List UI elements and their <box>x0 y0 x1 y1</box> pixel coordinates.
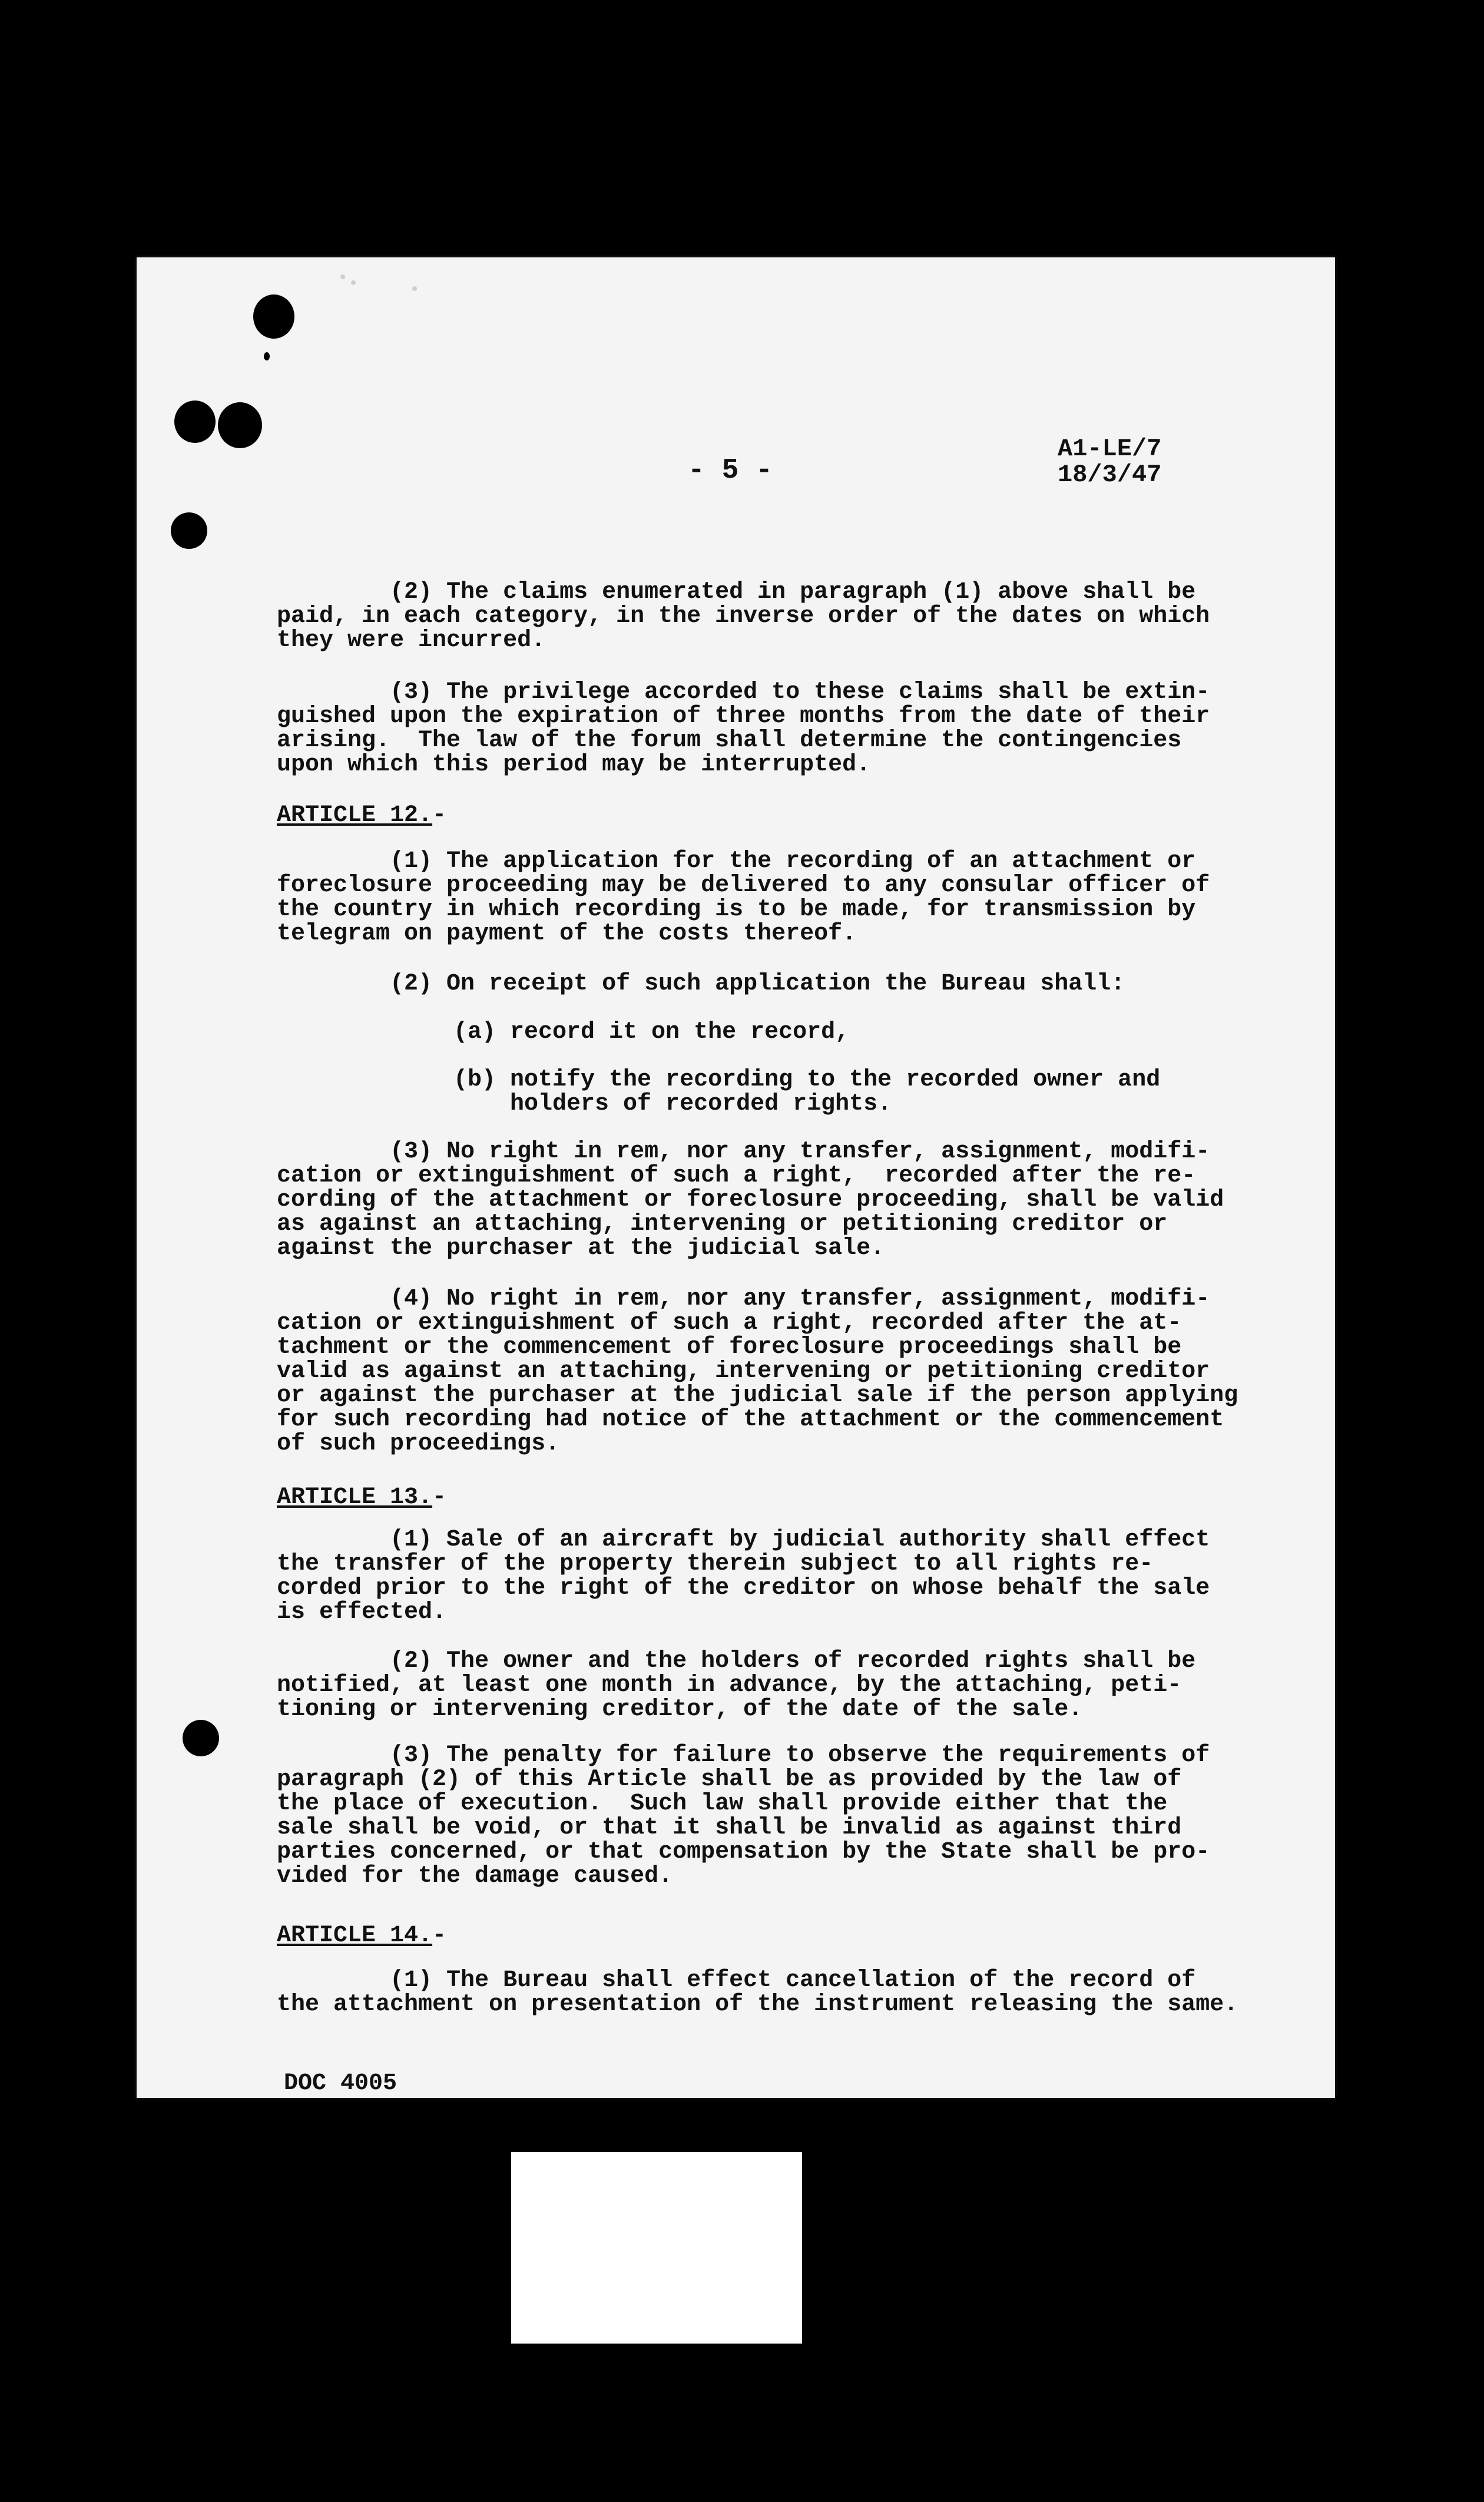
heading-suffix: - <box>432 802 447 829</box>
paragraph <box>277 849 1210 946</box>
ink-speck <box>351 280 356 285</box>
text-line: notified, at least one month in advance, by the attaching, peti- <box>277 1672 1182 1699</box>
text-line: cording of the attachment or foreclosure proceeding, shall be valid <box>277 1187 1224 1213</box>
heading-label: ARTICLE 12. <box>277 802 433 829</box>
ink-speck <box>412 286 417 291</box>
paragraph <box>277 1649 1195 1722</box>
list-item <box>453 1068 1160 1116</box>
text-line: foreclosure proceeding may be delivered to any consular officer of <box>277 872 1210 899</box>
paragraph <box>277 1743 1210 1888</box>
reference-code: A1-LE/7 <box>1058 435 1162 463</box>
text-line: the transfer of the property therein subject to all rights re- <box>277 1551 1154 1577</box>
text-line: (2) The claims enumerated in paragraph (1) above shall be <box>277 579 1196 605</box>
text-line: (2) The owner and the holders of recorded rights shall be <box>277 1648 1196 1674</box>
article-heading <box>277 1485 446 1510</box>
page-number: - 5 - <box>688 455 773 486</box>
text-line: valid as against an attaching, intervening or petitioning creditor <box>277 1358 1210 1385</box>
blank-card <box>511 2152 802 2344</box>
paragraph <box>277 1287 1238 1456</box>
list-item <box>453 1020 849 1044</box>
text-line: (1) The application for the recording of an attachment or <box>277 848 1196 875</box>
text-line: holders of recorded rights. <box>453 1091 892 1117</box>
text-line: (4) No right in rem, nor any transfer, assignment, modifi- <box>277 1286 1210 1312</box>
text-line: as against an attaching, intervening or petitioning creditor or <box>277 1211 1168 1237</box>
paragraph <box>277 580 1210 653</box>
text-line: of such proceedings. <box>277 1431 560 1457</box>
text-line: tachment or the commencement of foreclosure proceedings shall be <box>277 1334 1182 1361</box>
ink-speck <box>340 274 345 279</box>
heading-suffix: - <box>432 1922 447 1949</box>
text-line: tioning or intervening creditor, of the date of the sale. <box>277 1696 1083 1723</box>
text-line: paid, in each category, in the inverse order of the dates on which <box>277 603 1210 630</box>
heading-suffix: - <box>432 1484 447 1511</box>
paragraph <box>277 972 1125 996</box>
article-heading <box>277 1924 446 1948</box>
text-line: for such recording had notice of the attachment or the commencement <box>277 1406 1224 1433</box>
text-line: cation or extinguishment of such a right, recorded after the re- <box>277 1163 1196 1189</box>
paragraph <box>277 1968 1238 2017</box>
text-line: vided for the damage caused. <box>277 1863 673 1889</box>
text-line: they were incurred. <box>277 627 546 654</box>
paragraph <box>277 1528 1210 1624</box>
text-line: the country in which recording is to be made, for transmission by <box>277 896 1196 923</box>
text-line: the place of execution. Such law shall provide either that the <box>277 1791 1168 1817</box>
text-line: arising. The law of the forum shall determine the contingencies <box>277 727 1182 754</box>
text-line: (1) Sale of an aircraft by judicial authority shall effect <box>277 1527 1210 1553</box>
paragraph <box>277 680 1210 777</box>
punch-hole <box>174 401 216 443</box>
text-line: is effected. <box>277 1599 447 1626</box>
text-line: upon which this period may be interrupted. <box>277 752 871 778</box>
text-line: (3) No right in rem, nor any transfer, assignment, modifi- <box>277 1139 1210 1165</box>
text-line: cation or extinguishment of such a right, recorded after the at- <box>277 1310 1182 1336</box>
text-line: (3) The penalty for failure to observe the requirements of <box>277 1742 1210 1769</box>
text-line: (a) record it on the record, <box>453 1019 850 1045</box>
text-line: against the purchaser at the judicial sale. <box>277 1235 885 1262</box>
punch-hole <box>253 294 294 339</box>
text-line: or against the purchaser at the judicial sale if the person applying <box>277 1382 1238 1409</box>
text-line: the attachment on presentation of the instrument releasing the same. <box>277 1991 1238 2018</box>
text-line: (3) The privilege accorded to these claims shall be extin- <box>277 679 1210 706</box>
punch-hole <box>171 512 207 549</box>
heading-label: ARTICLE 13. <box>277 1484 433 1511</box>
text-line: telegram on payment of the costs thereof. <box>277 921 857 947</box>
ink-speck <box>264 352 270 360</box>
text-line: guished upon the expiration of three months from the date of their <box>277 703 1210 730</box>
punch-hole <box>218 402 262 448</box>
text-line: (1) The Bureau shall effect cancellation of the record of <box>277 1967 1196 1994</box>
text-line: sale shall be void, or that it shall be invalid as against third <box>277 1815 1182 1841</box>
text-line: paragraph (2) of this Article shall be as provided by the law of <box>277 1766 1182 1793</box>
text-line: (2) On receipt of such application the Bureau shall: <box>277 971 1125 997</box>
reference-date: 18/3/47 <box>1058 461 1162 489</box>
article-heading <box>277 803 446 828</box>
text-line: (b) notify the recording to the recorded owner and <box>453 1067 1161 1093</box>
paragraph <box>277 1140 1224 1260</box>
document-number: DOC 4005 <box>284 2070 398 2097</box>
heading-label: ARTICLE 14. <box>277 1922 433 1949</box>
punch-hole <box>183 1720 219 1756</box>
text-line: parties concerned, or that compensation by the State shall be pro- <box>277 1839 1210 1865</box>
text-line: corded prior to the right of the creditor on whose behalf the sale <box>277 1575 1210 1601</box>
